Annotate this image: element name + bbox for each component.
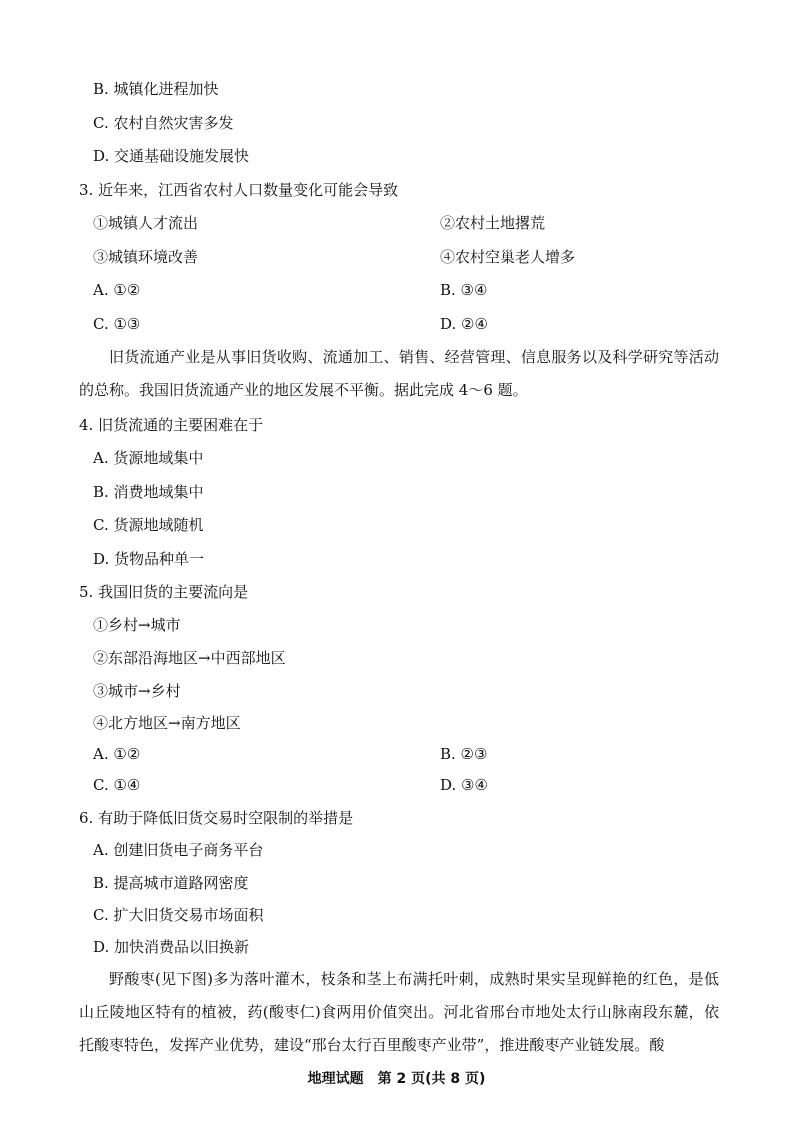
q5-statement-4: ④北方地区→南方地区 bbox=[93, 714, 241, 732]
q3-option-b: B. ③④ bbox=[440, 281, 488, 299]
q3-stem: 3. 近年来，江西省农村人口数量变化可能会导致 bbox=[79, 181, 399, 199]
q5-option-d: D. ③④ bbox=[440, 776, 488, 794]
q5-stem: 5. 我国旧货的主要流向是 bbox=[79, 583, 249, 601]
q5-option-a: A. ①② bbox=[93, 745, 141, 763]
q4-stem: 4. 旧货流通的主要困难在于 bbox=[79, 416, 264, 434]
q5-option-b: B. ②③ bbox=[440, 745, 488, 763]
q5-statement-2: ②东部沿海地区→中西部地区 bbox=[93, 649, 286, 667]
q4-option-b: B. 消费地域集中 bbox=[93, 483, 204, 501]
q4-option-a: A. 货源地域集中 bbox=[93, 449, 204, 467]
q3-option-c: C. ①③ bbox=[93, 315, 141, 333]
q5-statement-3: ③城市→乡村 bbox=[93, 682, 181, 700]
q3-statement-2: ②农村土地撂荒 bbox=[440, 214, 546, 232]
q3-option-a: A. ①② bbox=[93, 281, 141, 299]
q3-statement-1: ①城镇人才流出 bbox=[93, 214, 199, 232]
q2-option-d: D. 交通基础设施发展快 bbox=[93, 147, 250, 165]
q2-option-b: B. 城镇化进程加快 bbox=[93, 80, 219, 98]
q5-statement-1: ①乡村→城市 bbox=[93, 616, 181, 634]
q5-option-c: C. ①④ bbox=[93, 776, 141, 794]
q6-stem: 6. 有助于降低旧货交易时空限制的举措是 bbox=[79, 809, 354, 827]
q6-option-b: B. 提高城市道路网密度 bbox=[93, 874, 249, 892]
q3-option-d: D. ②④ bbox=[440, 315, 488, 333]
page-footer: 地理试题 第 2 页(共 8 页) bbox=[307, 1071, 486, 1087]
passage-4-6: 旧货流通产业是从事旧货收购、流通加工、销售、经营管理、信息服务以及科学研究等活动的总称。我国旧货流通产业的地区发展不平衡。据此完成 4～6 题。 bbox=[79, 348, 719, 399]
q6-option-d: D. 加快消费品以旧换新 bbox=[93, 938, 250, 956]
q3-statement-4: ④农村空巢老人增多 bbox=[440, 248, 576, 266]
q6-option-c: C. 扩大旧货交易市场面积 bbox=[93, 906, 264, 924]
q6-option-a: A. 创建旧货电子商务平台 bbox=[93, 841, 264, 859]
q4-option-c: C. 货源地域随机 bbox=[93, 516, 204, 534]
q3-statement-3: ③城镇环境改善 bbox=[93, 248, 199, 266]
q4-option-d: D. 货物品种单一 bbox=[93, 550, 205, 568]
passage-7: 野酸枣(见下图)多为落叶灌木，枝条和茎上布满托叶刺，成熟时果实呈现鲜艳的红色，是低山丘陵地区特有的植被，药(酸枣仁)食两用价值突出。河北省邢台市地处太行山脉南段东麓，依托酸枣特色，发挥产业优势，建设“邢台太行百里酸枣产业带”，推进酸枣产业链发展。酸 bbox=[79, 970, 719, 1054]
q2-option-c: C. 农村自然灾害多发 bbox=[93, 114, 234, 132]
